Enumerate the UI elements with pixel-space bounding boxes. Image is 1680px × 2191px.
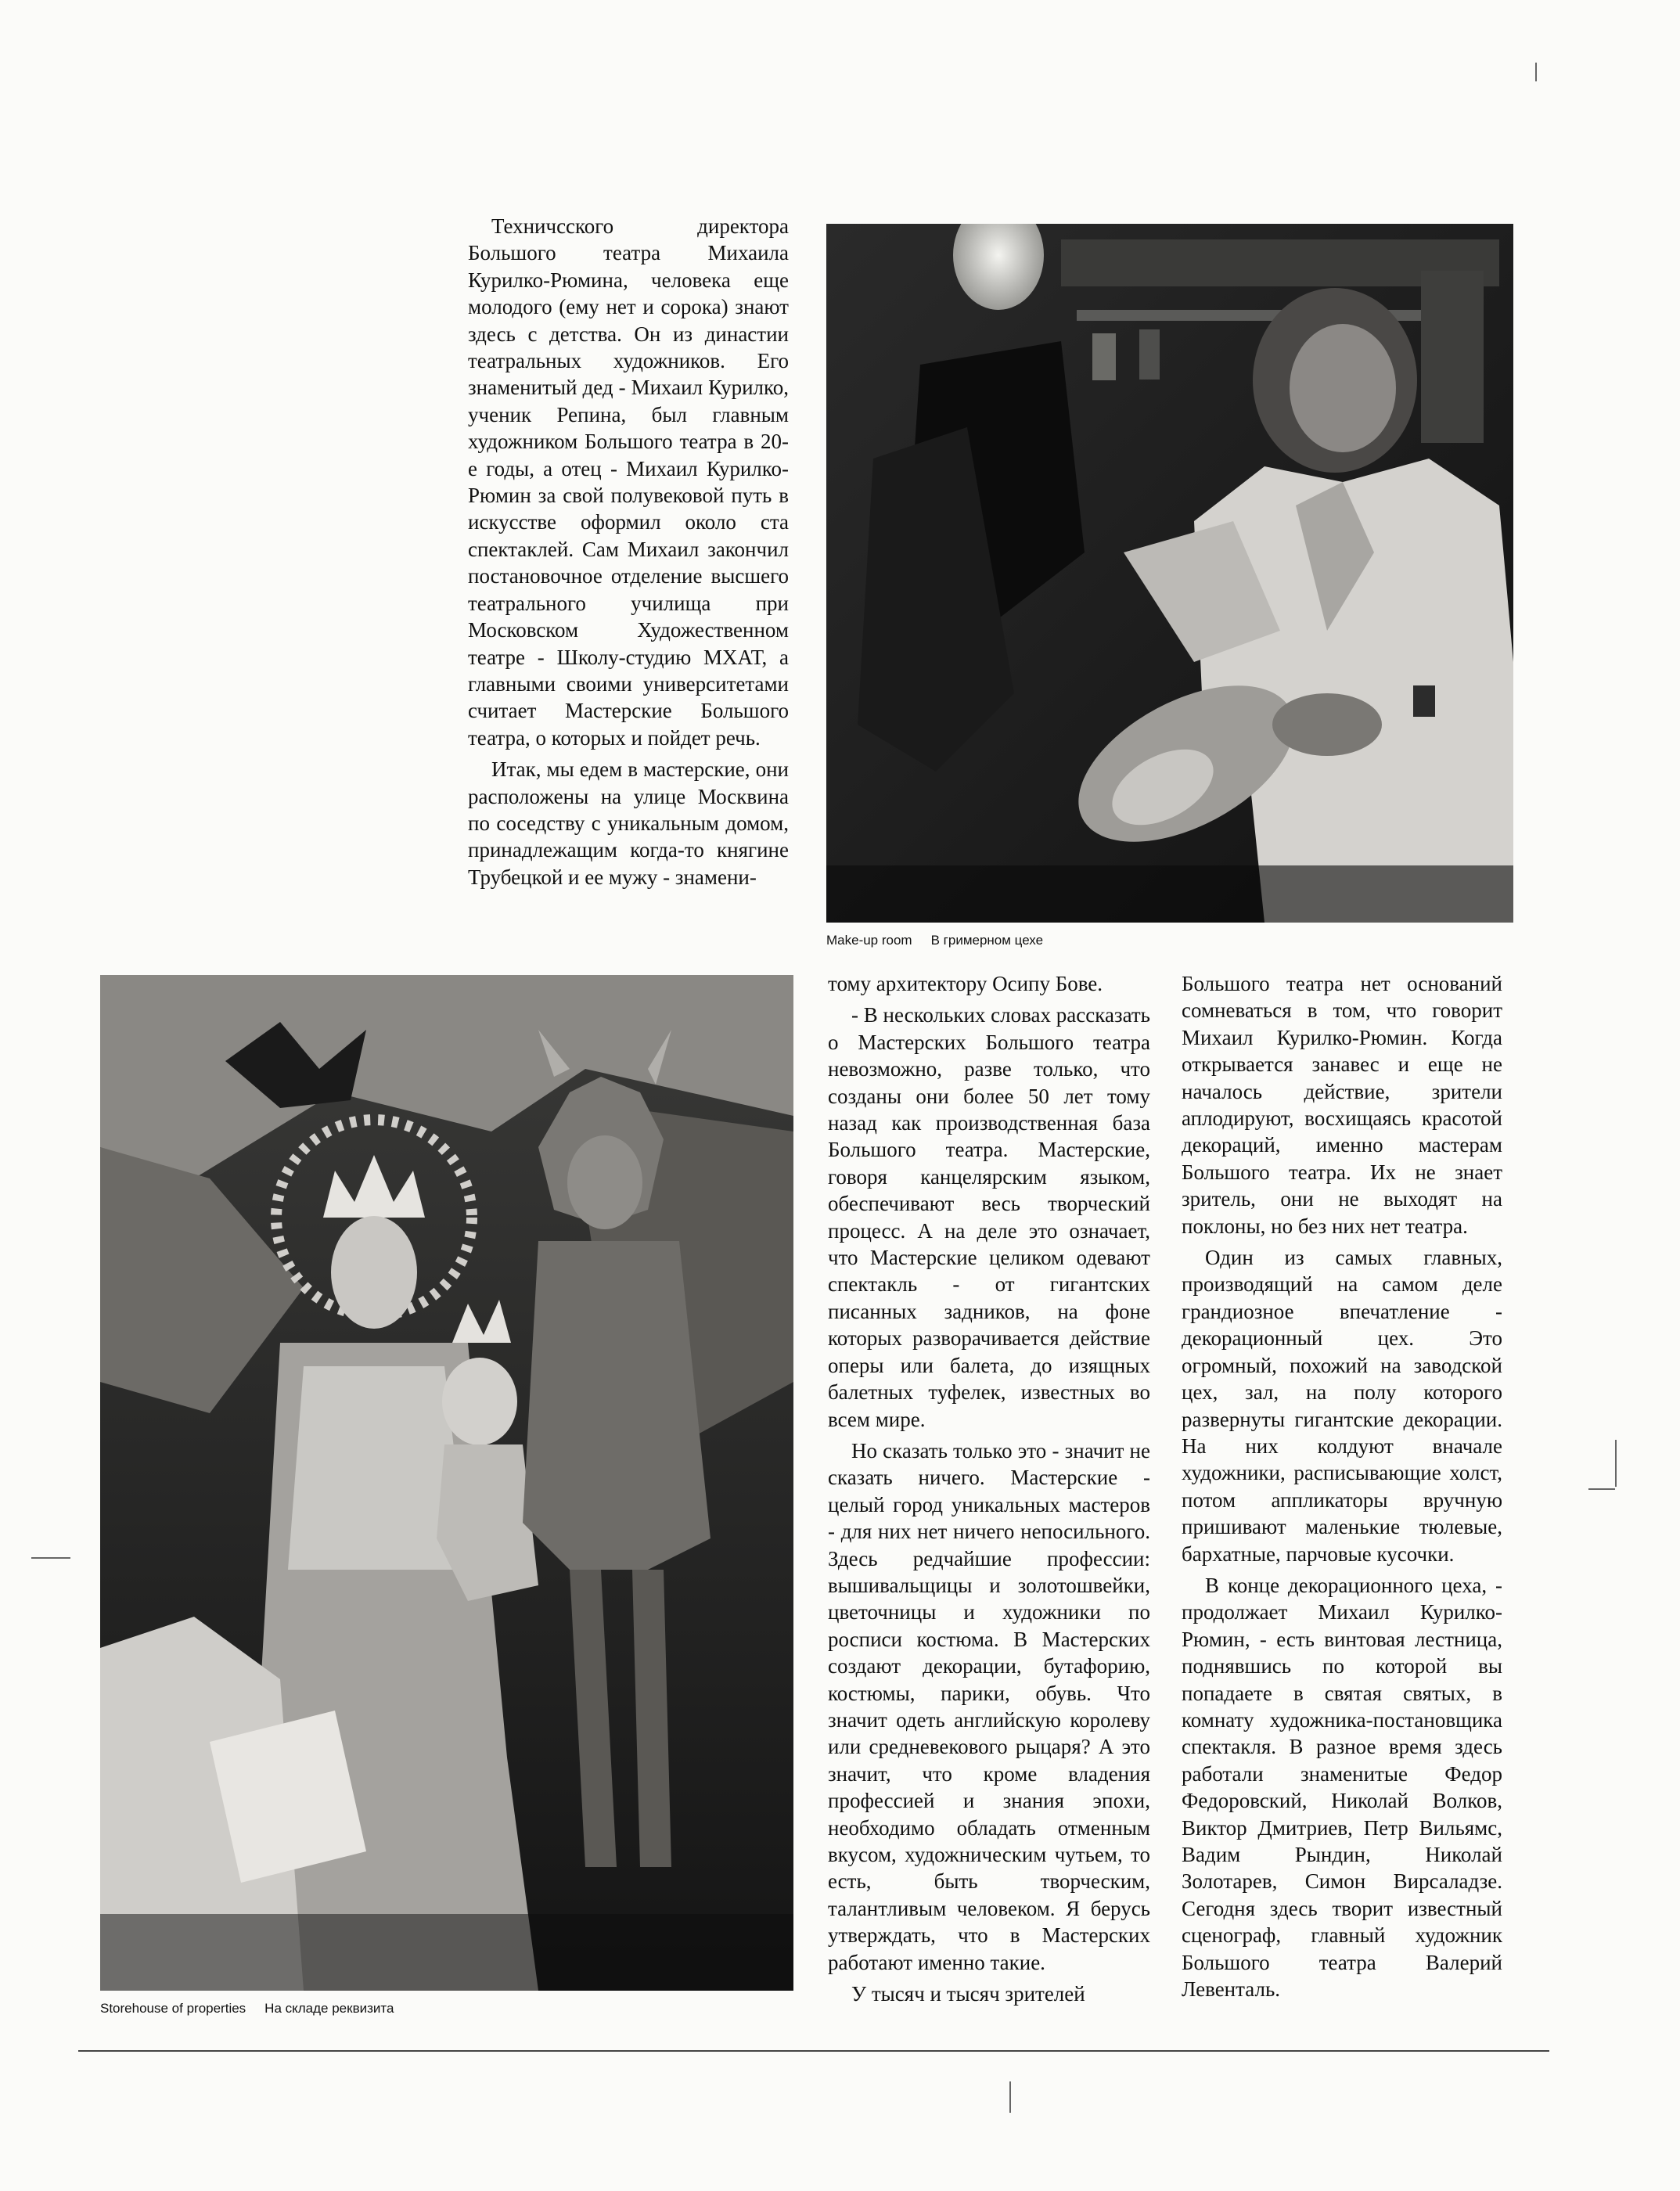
paragraph: Один из самых главных, производящий на самом деле грандиозное впечатление - декорационный цех. Это огромный, похожий на заводской цех, зал, на полу которого развернуты гигантские декорации. На них колдуют вначале художники, расписывающие холст, потом аппликаторы вручную пришивают маленькие тюлевые, бархатные, парчовые кусочки.	[1182, 1246, 1502, 1566]
paragraph: Техничсского директора Большого театра Михаила Курилко-Рюмина, человека еще молодого (ему нет и сорока) знают здесь с детства. Он из династии театральных художников. Его знаменитый дед - Михаил Курилко, ученик Репина, был главным художником Большого театра в 20-е годы, а отец - Михаил Курилко-Рюмин за свой полувековой путь в искусстве оформил около ста спектаклей. Сам Михаил закончил постановочное отделение высшего театрального училища при Московском Художественном театре - Школу-студию МХАТ, а главными своими университетами считает Мастерские Большого театра, о которых и пойдет речь.	[468, 214, 789, 750]
paragraph: В конце декорационного цеха, - продолжает Михаил Курилко-Рюмин, - есть винтовая лестница, поднявшись по которой вы попадаете в святая святых, в комнату художника-постановщика спектакля. В разное время здесь работали знаменитые Федор Федоровский, Николай Волков, Виктор Дмитриев, Петр Вильямс, Вадим Рындин, Николай Золотарев, Симон Вирсаладзе. Сегодня здесь творит известный сценограф, главный художник Большого театра Валерий Левенталь.	[1182, 1573, 1502, 2002]
bottom-rule	[78, 2050, 1549, 2052]
caption-makeup-room	[826, 933, 1043, 948]
paragraph: тому архитектору Осипу Бове.	[828, 972, 1103, 995]
caption-en: Make-up room	[826, 933, 912, 948]
caption-ru: На складе реквизита	[264, 2001, 394, 2016]
photo-makeup-room	[826, 224, 1513, 923]
caption-en: Storehouse of properties	[100, 2001, 246, 2016]
paragraph: Но сказать только это - значит не сказать ничего. Мастерские - целый город уникальных мастеров - для них нет ничего непосильного. Здесь редчайшие профессии: вышивальщицы и золотошвейки, цветочницы и художники по росписи костюма. В Мастерских создают декорации, бутафорию, костюмы, парики, обувь. Что значит одеть английскую королеву или средневекового рыцаря? А это значит, что кроме владения профессией и знания эпохи, необходимо обладать отменным вкусом, художническим чутьем, то есть, быть творческим, талантливым человеком. Я берусь утверждать, что в Мастерских работают именно такие.	[828, 1438, 1150, 1974]
text-column-1	[468, 213, 789, 890]
margin-mark	[1009, 2081, 1011, 2113]
text-column-3	[1182, 970, 1502, 2002]
margin-mark	[1615, 1440, 1617, 1487]
paragraph: У тысяч и тысяч зрителей	[851, 1982, 1085, 2006]
margin-mark	[1588, 1488, 1615, 1490]
paragraph: Большого театра нет оснований сомневаться в том, что говорит Михаил Курилко-Рюмин. Когда открывается занавес и еще не началось действие, зрители аплодируют, восхищаясь красотой декораций, именно мастерам Большого театра. Их не знает зритель, они не выходят на поклоны, но без них нет театра.	[1182, 972, 1502, 1238]
caption-ru: В гримерном цехе	[930, 933, 1044, 948]
margin-mark	[31, 1557, 70, 1559]
paragraph: Итак, мы едем в мастерские, они расположены на улице Москвина по соседству с уникальным домом, принадлежащим когда-то княгине Трубецкой и ее мужу - знамени-	[468, 757, 789, 889]
caption-storehouse	[100, 2001, 394, 2017]
paragraph: - В нескольких словах рассказать о Мастерских Большого театра невозможно, разве только, что созданы они более 50 лет тому назад как производственная база Большого театра. Мастерские, говоря канцелярским языком, обеспечивают весь творческий процесс. А на деле это означает, что Мастерские целиком одевают спектакль - от гигантских писанных задников, на фоне которых разворачивается действие оперы или балета, до изящных балетных туфелек, известных во всем мире.	[828, 1003, 1150, 1431]
text-column-2	[828, 970, 1150, 2007]
photo-storehouse	[100, 975, 793, 1991]
margin-mark	[1535, 63, 1537, 81]
